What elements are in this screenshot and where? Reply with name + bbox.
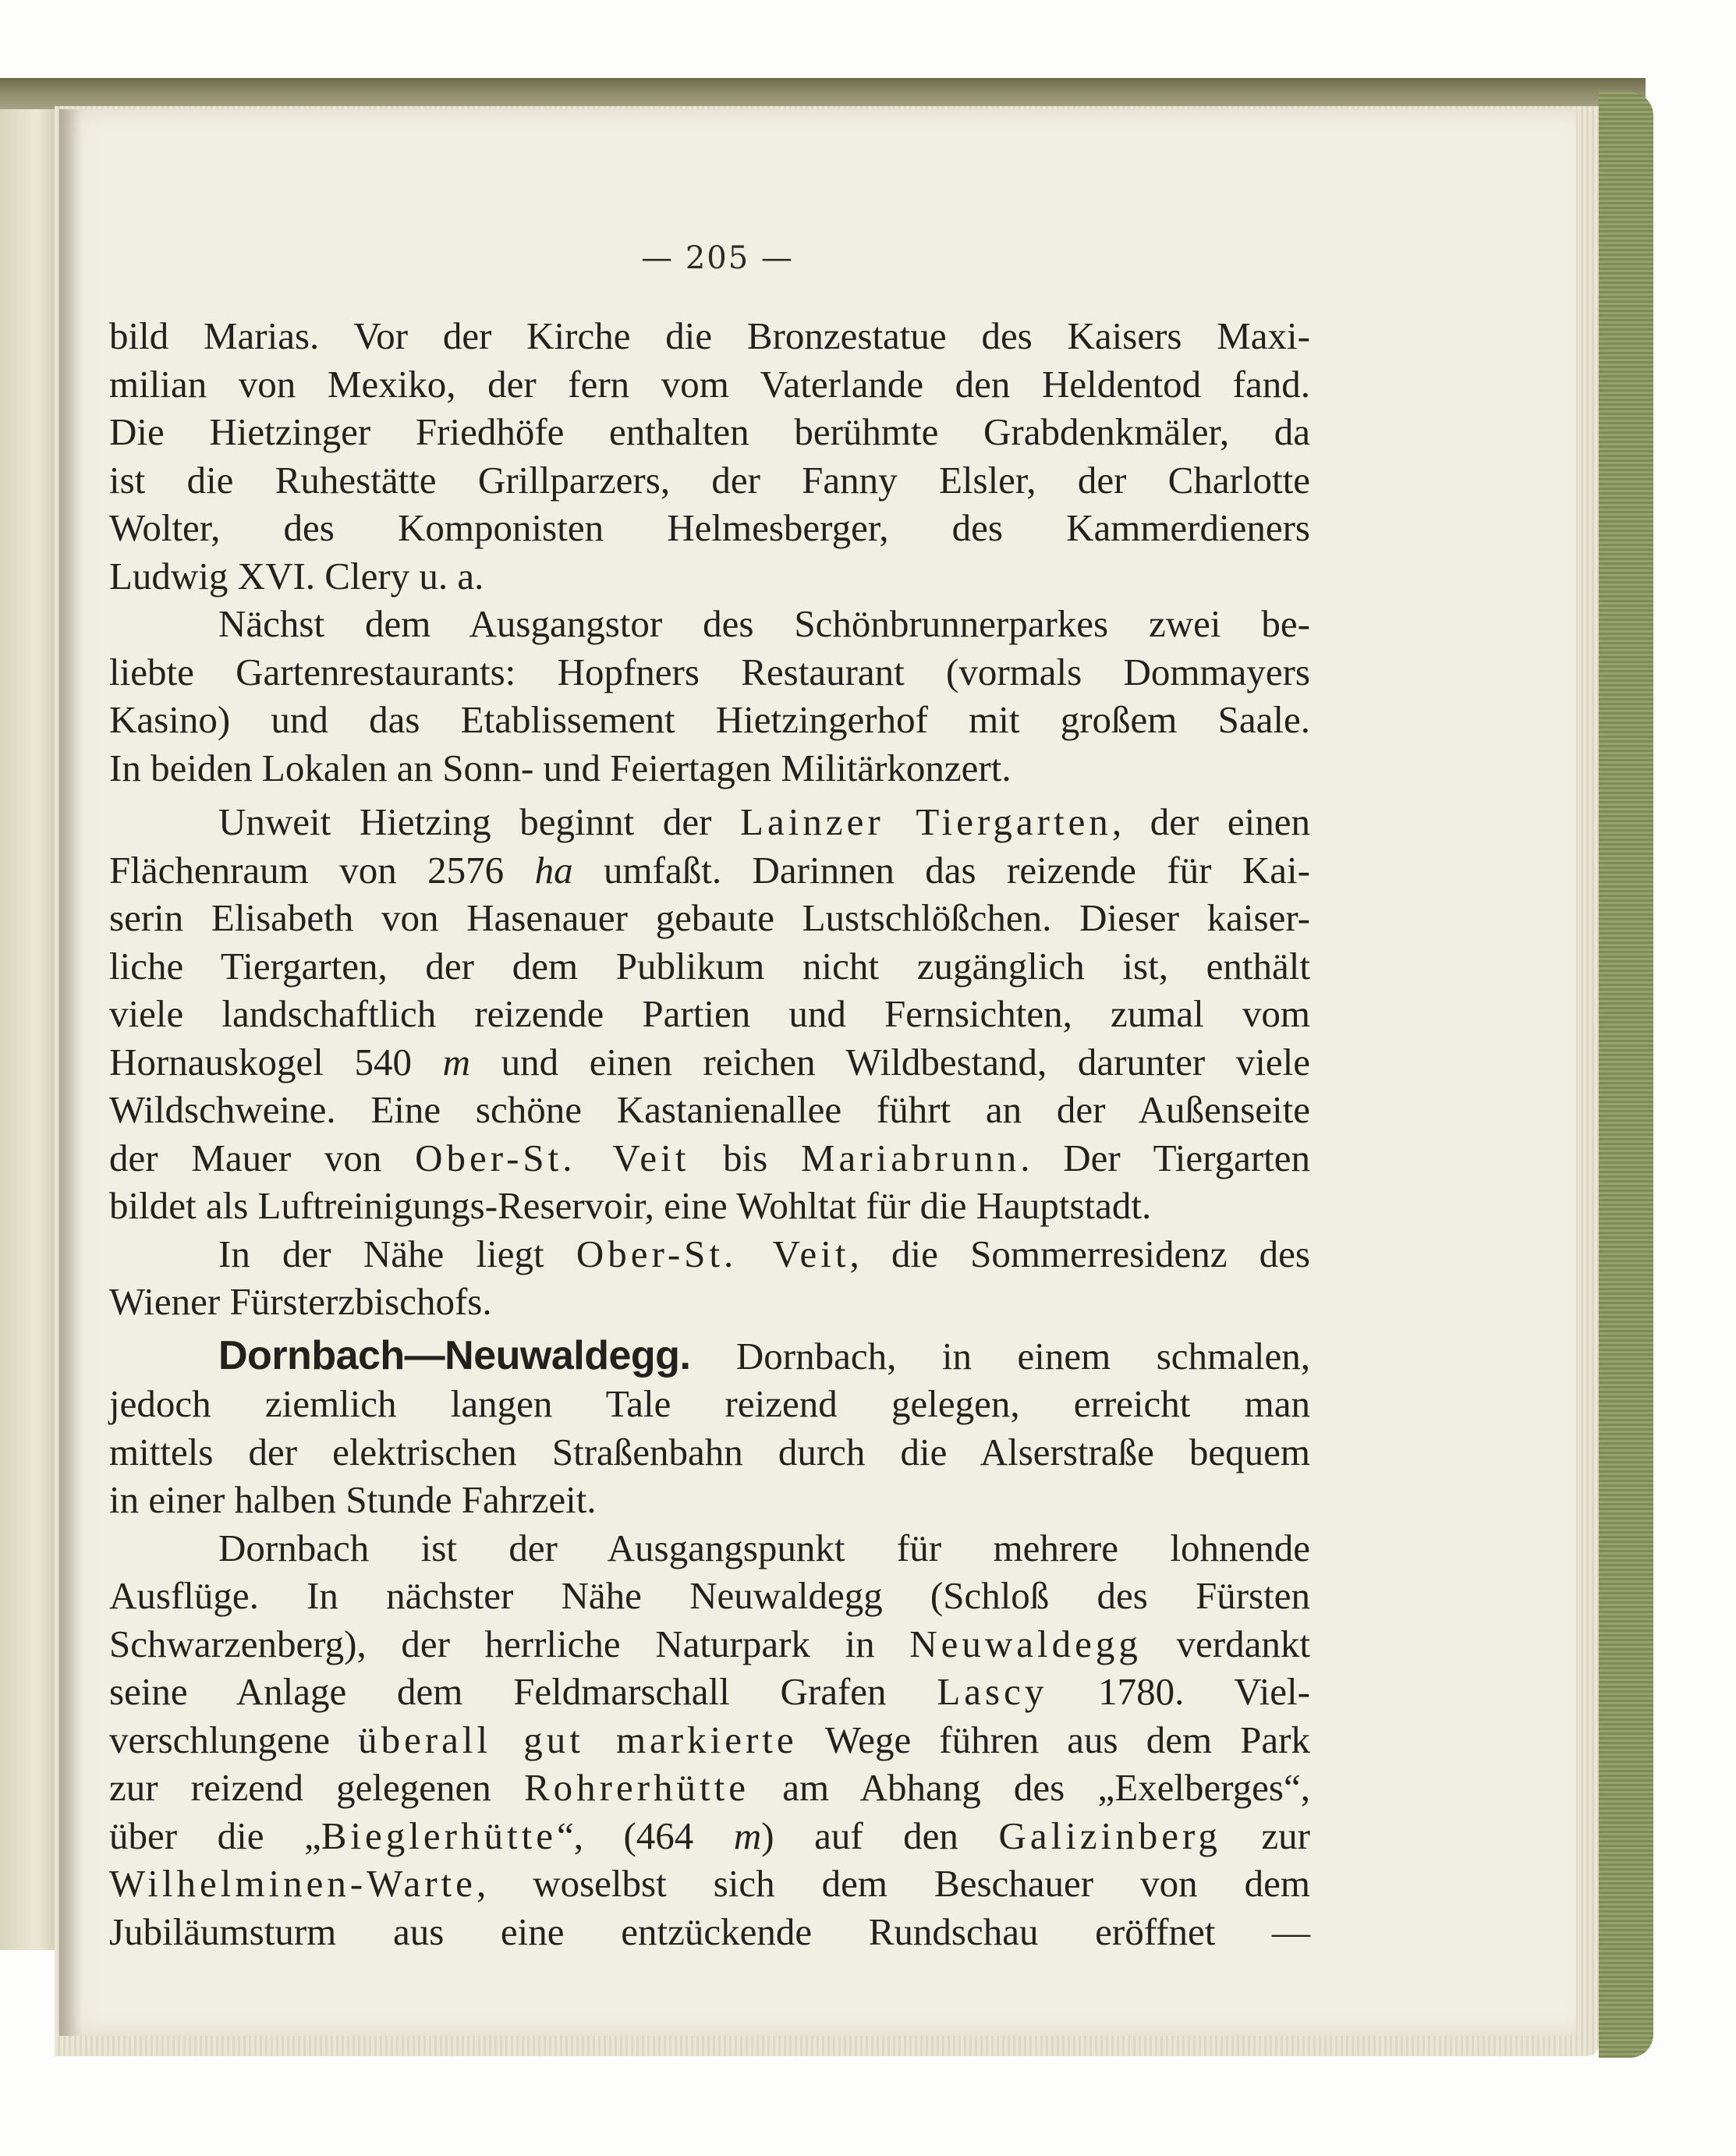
text-run: seine Anlage dem Feldmarschall Grafen [109, 1670, 937, 1713]
text-run: 1780. Viel- [1047, 1670, 1310, 1713]
text-run: über die „ [109, 1814, 321, 1857]
text-run: , woselbst sich dem Beschauer von dem [476, 1862, 1310, 1905]
text-line: Die Hietzinger Friedhöfe enthalten berühmte Grabdenkmäler, da [109, 410, 1310, 453]
text-run: Unweit Hietzing beginnt der [218, 800, 741, 843]
page-number: — 205 — [641, 240, 794, 276]
text-run: verdankt [1141, 1622, 1310, 1665]
text-line: liebte Gartenrestaurants: Hopfners Restaurant (vormals Dommayers [109, 650, 1310, 693]
text-run: ) auf den [761, 1814, 999, 1857]
emphasis-spaced: Lainzer Tiergarten [740, 800, 1112, 843]
text-line [109, 1230, 1310, 1278]
text-line: Jubiläumsturm aus eine entzückende Rundschau eröffnet — [109, 1910, 1310, 1953]
text-line [109, 798, 1310, 846]
text-line: bild Marias. Vor der Kirche die Bronzestatue des Kaisers Maxi- [109, 314, 1310, 357]
text-line: Wolter, des Komponisten Helmesberger, des Kammerdieners [109, 506, 1310, 549]
text-run: zur [1221, 1814, 1310, 1857]
emphasis-spaced: überall gut markierte [358, 1718, 798, 1761]
text-line: ist die Ruhestätte Grillparzers, der Fanny Elsler, der Charlotte [109, 458, 1310, 502]
facing-page-edge [0, 109, 62, 1950]
emphasis-spaced: Ober-St. Veit [576, 1232, 850, 1275]
text-line [109, 1038, 1310, 1087]
text-line: mittels der elektrischen Straßenbahn durch die Alserstraße bequem [109, 1430, 1310, 1473]
emphasis-spaced: Mariabrunn [800, 1136, 1021, 1179]
text-line: In beiden Lokalen an Sonn- und Feiertagen Militärkonzert. [109, 746, 1011, 789]
section-heading: Dornbach—Neuwaldegg. [218, 1332, 691, 1378]
text-run: Flächenraum von 2576 [109, 848, 535, 892]
text-line [109, 1620, 1310, 1668]
unit-italic: m [442, 1040, 470, 1083]
unit-italic: ha [534, 848, 573, 892]
text-run: umfaßt. Darinnen das reizende für Kai- [572, 848, 1310, 892]
unit-italic: m [733, 1814, 762, 1857]
text-run: , der einen [1111, 800, 1310, 843]
body-text [109, 312, 1310, 1956]
text-line [109, 1716, 1310, 1764]
text-line: Ludwig XVI. Clery u. a. [109, 554, 484, 598]
text-line [109, 1332, 1310, 1381]
text-run: “, (464 [556, 1814, 734, 1857]
text-run: zur reizend gelegenen [109, 1766, 524, 1809]
text-line: Ausflüge. In nächster Nähe Neuwaldegg (Schloß des Fürsten [109, 1574, 1310, 1617]
text-run: und einen reichen Wildbestand, darunter viele [470, 1040, 1310, 1083]
emphasis-spaced: Neuwaldegg [909, 1622, 1142, 1665]
text-run: Schwarzenberg), der herrliche Naturpark in [109, 1622, 910, 1665]
text-line [109, 1668, 1310, 1716]
text-line: bildet als Luftreinigungs-Reservoir, eine Wohltat für die Hauptstadt. [109, 1184, 1152, 1227]
text-line: Nächst dem Ausgangstor des Schönbrunnerparkes zwei be- [218, 602, 1310, 645]
gutter-shadow [59, 109, 81, 2036]
text-run: Hornauskogel 540 [109, 1040, 443, 1083]
text-line [109, 1812, 1310, 1860]
text-run: Dornbach, in einem schmalen, [690, 1334, 1310, 1378]
text-line: liche Tiergarten, der dem Publikum nicht zugänglich ist, enthält [109, 944, 1310, 988]
text-run: am Abhang des „Exelberges“, [749, 1766, 1310, 1809]
text-line: Wildschweine. Eine schöne Kastanienallee führt an der Außenseite [109, 1088, 1310, 1131]
emphasis-spaced: Ober-St. Veit [415, 1136, 690, 1179]
text-line [109, 846, 1310, 895]
text-run: der Mauer von [109, 1136, 416, 1179]
text-run: Wege führen aus dem Park [797, 1718, 1310, 1761]
text-line: jedoch ziemlich langen Tale reizend gelegen, erreicht man [109, 1382, 1310, 1425]
text-run: . Der Tiergarten [1020, 1136, 1311, 1179]
text-line [109, 1764, 1310, 1812]
emphasis-spaced: Galizinberg [998, 1814, 1221, 1857]
text-run: , die Sommerresidenz des [849, 1232, 1310, 1275]
text-run: In der Nähe liegt [218, 1232, 576, 1275]
text-line: Kasino) und das Etablissement Hietzingerhof mit großem Saale. [109, 698, 1310, 741]
emphasis-spaced: Wilhelminen-Warte [109, 1862, 477, 1905]
text-line: milian von Mexiko, der fern vom Vaterlande den Heldentod fand. [109, 362, 1310, 406]
text-line: in einer halben Stunde Fahrzeit. [109, 1478, 597, 1521]
book-cover-spine [1599, 92, 1653, 2058]
text-line [109, 1134, 1310, 1183]
emphasis-spaced: Lascy [937, 1670, 1048, 1713]
text-line: serin Elisabeth von Hasenauer gebaute Lustschlößchen. Dieser kaiser- [109, 896, 1310, 939]
emphasis-spaced: Rohrerhütte [523, 1766, 750, 1809]
text-line: Dornbach ist der Ausgangspunkt für mehrere lohnende [218, 1526, 1310, 1569]
text-line: Wiener Fürsterzbischofs. [109, 1280, 492, 1323]
emphasis-spaced: Bieglerhütte [321, 1814, 557, 1857]
text-line: viele landschaftlich reizende Partien und Fernsichten, zumal vom [109, 992, 1310, 1035]
text-run: bis [689, 1136, 801, 1179]
text-run: verschlungene [109, 1718, 359, 1761]
text-line [109, 1860, 1310, 1908]
